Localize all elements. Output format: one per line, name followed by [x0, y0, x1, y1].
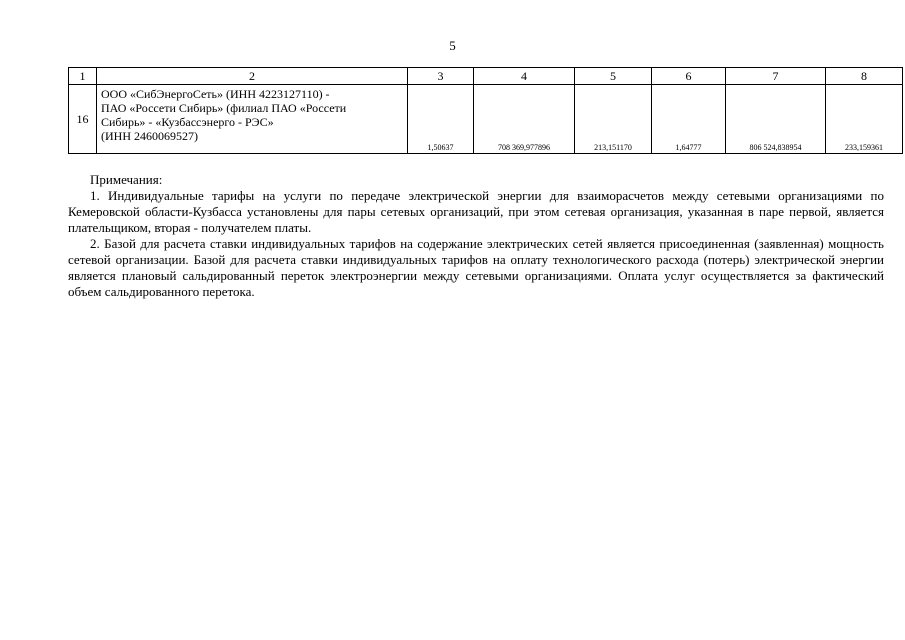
organization-pair-cell	[97, 85, 408, 154]
tariff-table	[68, 67, 903, 154]
column-header: 3	[408, 68, 474, 85]
row-number: 16	[69, 85, 97, 154]
value-cell: 1,64777	[652, 85, 726, 154]
value-cell: 708 369,977896	[474, 85, 575, 154]
organization-pair-line: ПАО «Россети Сибирь» (филиал ПАО «Россети	[101, 101, 347, 115]
column-header: 7	[726, 68, 826, 85]
column-header: 5	[575, 68, 652, 85]
column-header: 2	[97, 68, 408, 85]
note-1: 1. Индивидуальные тарифы на услуги по передаче электрической энергии для взаиморасчетов между сетевыми организациями по Кемеровской области-Кузбасса установлены для пары сетевых организаций, при этом сетевая организация, указанная в паре первой, является плательщиком, вторая - получателем платы.	[68, 188, 884, 235]
column-header: 4	[474, 68, 575, 85]
value-cell: 806 524,838954	[726, 85, 826, 154]
notes-heading: Примечания:	[90, 172, 163, 187]
table-header-row	[69, 68, 903, 85]
organization-pair-line: ООО «СибЭнергоСеть» (ИНН 4223127110) -	[101, 87, 330, 101]
organization-pair-line: (ИНН 2460069527)	[101, 129, 198, 143]
table-row	[69, 85, 903, 154]
note-2: 2. Базой для расчета ставки индивидуальных тарифов на содержание электрических сетей является присоединенная (заявленная) мощность сетевой организации. Базой для расчета ставки индивидуальных тарифов на оплату технологического расхода (потерь) электрической энергии является плановый сальдированный переток электроэнергии между сетевыми организациями. Оплата услуг осуществляется за фактический объем сальдированного перетока.	[68, 236, 884, 299]
column-header: 6	[652, 68, 726, 85]
value-cell: 213,151170	[575, 85, 652, 154]
page-number: 5	[449, 38, 456, 53]
value-cell: 1,50637	[408, 85, 474, 154]
organization-pair-line: Сибирь» - «Кузбассэнерго - РЭС»	[101, 115, 274, 129]
notes-section	[68, 172, 884, 300]
column-header: 1	[69, 68, 97, 85]
value-cell: 233,159361	[826, 85, 903, 154]
column-header: 8	[826, 68, 903, 85]
